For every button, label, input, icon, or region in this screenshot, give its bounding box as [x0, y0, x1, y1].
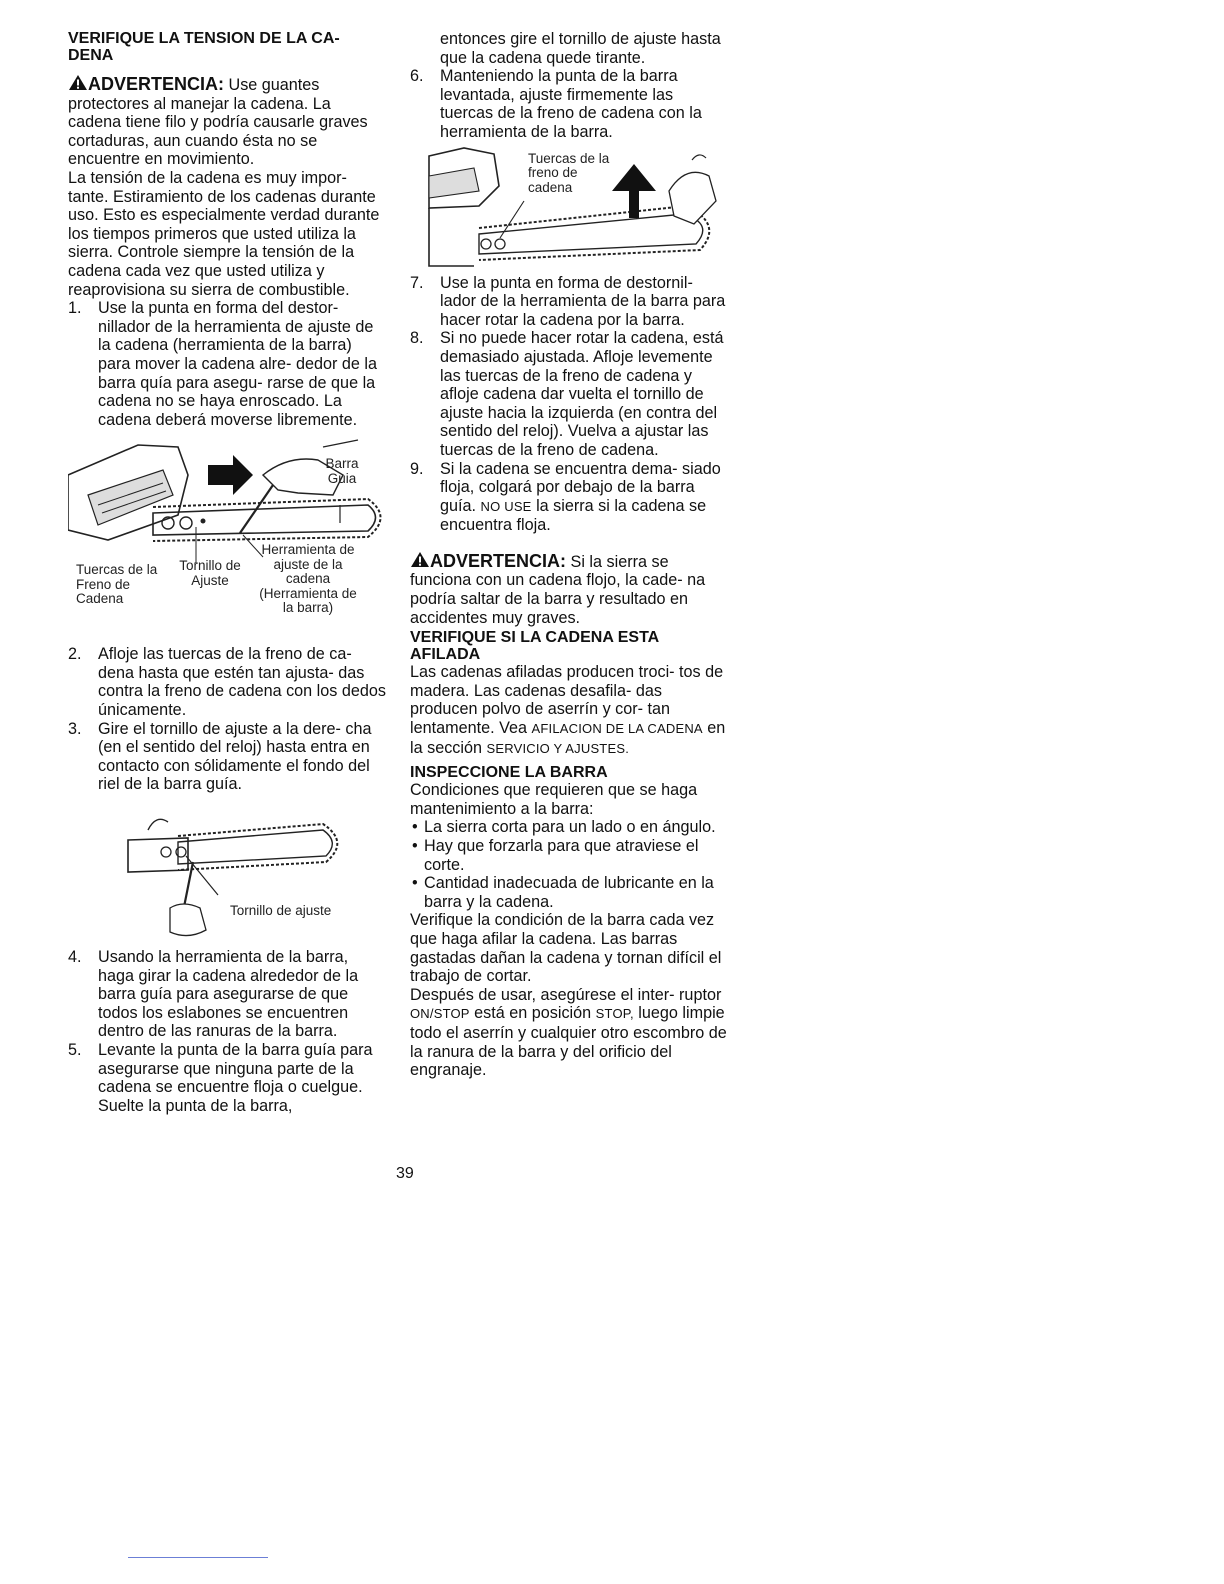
- step-number: 8.: [410, 329, 424, 348]
- figure-chain-tension: [68, 435, 386, 645]
- ref-caps: SERVICIO Y AJUSTES.: [486, 740, 630, 756]
- step-number: 5.: [68, 1041, 82, 1059]
- text-part: está en posición: [474, 1004, 592, 1023]
- figure-adjust-screw: [68, 800, 386, 948]
- list-item: • Hay que forzarla para que atraviese el corte.: [410, 837, 728, 874]
- steps-list-c: [68, 948, 386, 1115]
- left-column: [68, 30, 386, 1115]
- list-item: [410, 274, 728, 330]
- text-part: en la sección: [410, 719, 726, 757]
- label-guide-bar: Barra Guia: [325, 456, 359, 486]
- switch-caps: ON/STOP: [410, 1006, 470, 1022]
- step-number: 2.: [68, 645, 82, 664]
- bar-intro: Condiciones que requieren que se haga mantenimiento a la barra:: [410, 781, 698, 818]
- step-text-part: la sierra si la cadena se encuentra floja.: [440, 496, 707, 535]
- warning-title: ADVERTENCIA:: [88, 74, 225, 94]
- bar-adjust-illustration: [68, 800, 386, 948]
- label-adjust-screw-2: Tornillo de ajuste: [230, 903, 332, 919]
- list-item: • La sierra corta para un lado o en ángulo.: [410, 818, 728, 837]
- step-text: Si no puede hacer rotar la cadena, está demasiado ajustada. Afloje levemente las tuercas de la freno de cadena y afloje cadena dar vuelta el tornillo de ajuste hacia la izquierda (en contra del sentido del reloj). Vuelva a ajustar las tuercas de la freno de cadena.: [440, 329, 724, 459]
- steps-list-d: [410, 67, 728, 141]
- right-column: [410, 30, 728, 1080]
- bar-conditions-list: [410, 818, 728, 911]
- warning-title: ADVERTENCIA:: [430, 550, 567, 571]
- list-item: [410, 460, 728, 535]
- step-text: Use la punta en forma del destor- nillador de la herramienta de ajuste de la cadena (herramienta de la barra) para mover la cadena alre- dedor de la barra quía para asegu- rarse de que la cadena no se haya enroscado. La cadena deberá moverse libremente.: [98, 299, 377, 429]
- label-adjust-screw: Tornillo de Ajuste: [179, 558, 241, 588]
- list-item: [68, 1041, 386, 1115]
- list-item: • Cantidad inadecuada de lubricante en la barra y la cadena.: [410, 874, 728, 911]
- list-item: [68, 720, 386, 794]
- list-item: [68, 948, 386, 1041]
- steps-list-a: [68, 299, 386, 429]
- label-brake-nuts: Tuercas de la Freno de Cadena: [76, 562, 158, 607]
- step-text: Levante la punta de la barra guía para asegurarse que ninguna parte de la cadena se encuentre floja o cuelgue. Suelte la punta de la barra,: [98, 1041, 373, 1115]
- step-number: 3.: [68, 719, 82, 738]
- warning-triangle-icon: [410, 551, 430, 568]
- section-heading-bar: INSPECCIONE LA BARRA: [410, 764, 608, 782]
- step-number: 6.: [410, 67, 424, 86]
- step-text: Gire el tornillo de ajuste a la dere- cha (en el sentido del reloj) hasta entra en contacto con sólidamente el fondo del riel de la barra guía.: [98, 719, 372, 794]
- step-text: entonces gire el tornillo de ajuste hasta que la cadena quede tirante.: [440, 30, 721, 67]
- step-text: Usando la herramienta de la barra, haga girar la cadena alrededor de la barra guía para asegurarse de que todos los eslabones se encuentren dentro de las ranuras de la barra.: [98, 948, 359, 1041]
- step-number: 4.: [68, 948, 82, 967]
- steps-list-b: [68, 645, 386, 794]
- warning-block-2: [410, 551, 728, 627]
- intro-paragraph: La tensión de la cadena es muy impor- tante. Estiramiento de los cadenas durante uso. Esto es especialmente verdad durante los tiempos primeros que usted utiliza la sierra. Controle siempre la tensión de la cadena cada vez que usted utiliza y reaprovisiona su sierra de combustible.: [68, 168, 380, 299]
- step-text: Use la punta en forma de destornil- lador de la herramienta de la barra para hacer rotar la cadena por la barra.: [440, 273, 726, 329]
- figure-tighten-nuts: [424, 146, 742, 274]
- step-text: Manteniendo la punta de la barra levantada, ajuste firmemente las tuercas de la freno de cadena con la herramienta de la barra.: [440, 67, 702, 141]
- list-item: [410, 67, 728, 141]
- label-brake-nuts-2: Tuercas de la freno de cadena: [528, 150, 610, 195]
- page-number: 39: [396, 1165, 414, 1182]
- warning-triangle-icon: [68, 74, 88, 91]
- step-number: 1.: [68, 299, 82, 318]
- steps-list-e: [410, 274, 728, 535]
- section-heading-chain-tension: VERIFIQUE LA TENSION DE LA CA- DENA: [68, 30, 340, 64]
- text-part: Las cadenas afiladas producen troci- tos de madera. Las cadenas desafila- das producen polvo de aserrín y cor- tan lentamente. Vea: [410, 663, 724, 738]
- step-text: Afloje las tuercas de la freno de ca- dena hasta que estén tan ajusta- das contra la freno de cadena con los dedos únicamente.: [98, 645, 386, 720]
- text-part: luego limpie todo el aserrín y cualquier otro escombro de la ranura de la barra y del orificio del engranaje.: [410, 1004, 727, 1080]
- step-number: 9.: [410, 459, 424, 478]
- after-use-paragraph: [410, 986, 728, 1080]
- text-part: Después de usar, asegúrese el inter- ruptor: [410, 985, 722, 1004]
- step-number: 7.: [410, 273, 424, 292]
- section-heading-sharpness: VERIFIQUE SI LA CADENA ESTA AFILADA: [410, 629, 659, 664]
- label-bar-tool: Herramienta de ajuste de la cadena (Herramienta de la barra): [259, 542, 357, 616]
- bar-check-paragraph: Verifique la condición de la barra cada vez que haga afilar la cadena. Las barras gastadas dañan la cadena y tornan difícil el trabajo de cortar.: [410, 911, 722, 986]
- list-item: [68, 645, 386, 719]
- step5-continuation: [410, 30, 728, 67]
- sharpness-paragraph: [410, 663, 728, 758]
- no-use-caps: NO USE: [480, 498, 532, 514]
- list-item: [68, 299, 386, 429]
- footer-divider: [128, 1557, 268, 1558]
- ref-caps: AFILACION DE LA CADENA: [531, 721, 703, 737]
- warning-block: [68, 74, 386, 169]
- step-text-part: Si la cadena se encuentra dema- siado floja, colgará por debajo de la barra guía.: [440, 459, 721, 515]
- step-text: [440, 460, 721, 535]
- switch-caps: STOP,: [595, 1006, 634, 1022]
- warning-text: Use guantes protectores al manejar la cadena. La cadena tiene filo y podría causarle graves cortaduras, aun cuando ésta no se encuentre en movimiento.: [68, 76, 368, 169]
- list-item: [410, 329, 728, 459]
- warning-text: Si la sierra se funciona con un cadena flojo, la cade- na podría saltar de la barra y resultado en accidentes muy graves.: [410, 552, 706, 627]
